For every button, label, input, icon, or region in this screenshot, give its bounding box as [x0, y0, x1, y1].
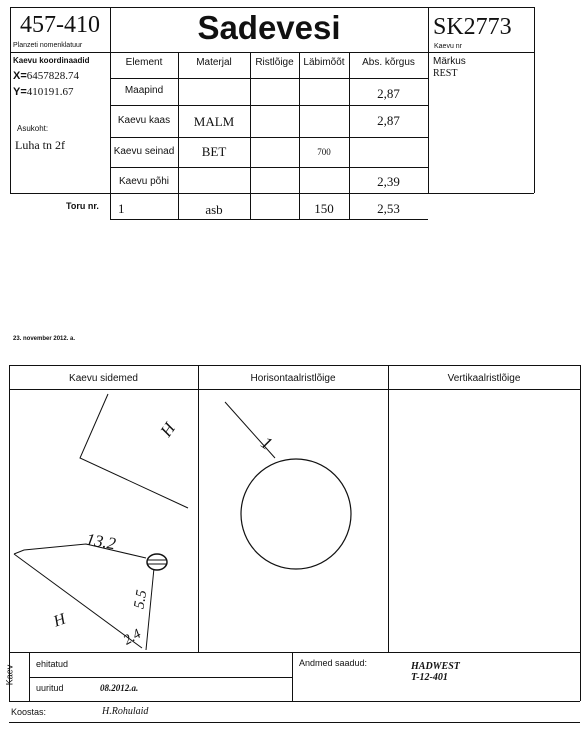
- table-row-element: Maapind: [124, 85, 164, 96]
- sketch-distance-top: 13.2: [84, 529, 118, 554]
- table-row-material: MALM: [193, 114, 235, 129]
- footer-kaev-divider: [29, 652, 30, 701]
- table-col-4: [349, 52, 350, 219]
- pipe-mark: 1: [257, 432, 277, 454]
- horizontal-section-sketch: [199, 390, 387, 652]
- frame-bottom-right: [428, 193, 534, 194]
- sketch-label-h-top: H: [156, 419, 180, 441]
- footer-rule-bottom: [9, 701, 580, 702]
- th-diameter: Läbimõõt: [303, 57, 345, 68]
- table-rule-1: [110, 52, 428, 53]
- table-col-1: [178, 52, 179, 219]
- frame-top: [10, 7, 534, 8]
- manhole-circle: [241, 459, 351, 569]
- source-line-1: HADWEST: [411, 661, 460, 672]
- col-horizontal-section: Horisontaalristlõige: [250, 373, 336, 384]
- nomenclature-value: 457-410: [20, 12, 100, 38]
- uuritud-value: 08.2012.a.: [100, 683, 139, 693]
- frame-right: [534, 7, 535, 193]
- notes-value: REST: [433, 68, 458, 79]
- manhole-number: SK2773: [433, 14, 512, 40]
- building-outline-top: [80, 394, 188, 508]
- building-outline-bottom: [14, 544, 146, 558]
- table-row-element: Kaevu põhi: [118, 176, 170, 187]
- table-col-2: [250, 52, 251, 219]
- frame-bottom-left: [10, 193, 110, 194]
- table-row-diameter: 700: [317, 147, 331, 157]
- table-col-3: [299, 52, 300, 219]
- pipe-number: 1: [118, 201, 125, 216]
- table-row-element: Kaevu seinad: [113, 146, 175, 157]
- author-value: H.Rohulaid: [102, 706, 149, 717]
- table-row-abs: 2,87: [377, 113, 400, 128]
- table-rule-2: [110, 78, 428, 79]
- sketch-distance-side: 5.5: [131, 588, 151, 611]
- address-value: Luha tn 2f: [15, 138, 65, 152]
- th-element: Element: [125, 57, 163, 68]
- y-value: 410191.67: [26, 86, 74, 98]
- header-rule-right: [428, 52, 534, 53]
- source-line-2: T-12-401: [411, 672, 448, 683]
- table-rule-7: [110, 219, 428, 220]
- th-cross-section: Ristlõige: [255, 57, 294, 68]
- pipe-material: asb: [205, 202, 223, 217]
- footer-rule-mid: [29, 677, 292, 678]
- pipe-label: Toru nr.: [66, 201, 99, 211]
- drawing-frame-bottom: [9, 652, 580, 653]
- divider-right: [428, 7, 429, 193]
- y-label: Y=: [13, 86, 27, 98]
- footer-mid-divider: [292, 652, 293, 701]
- kaev-label: Kaev: [4, 664, 15, 686]
- table-row-element: Kaevu kaas: [117, 115, 171, 126]
- nomenclature-label: Planzeti nomenklatuur: [13, 42, 83, 49]
- col-vertical-section: Vertikaalristlõige: [447, 373, 521, 384]
- sketch-distance-bottom: 2.4: [121, 626, 144, 649]
- th-material: Materjal: [196, 57, 232, 68]
- sketch-label-h-bottom: H: [51, 610, 68, 631]
- y-coordinate: [13, 86, 74, 98]
- footer-rule-end: [9, 722, 580, 723]
- address-label: Asukoht:: [17, 124, 49, 133]
- drawing-frame-top: [9, 365, 580, 366]
- footer-frame-right: [580, 652, 581, 701]
- frame-left: [10, 7, 11, 193]
- table-rule-6: [110, 193, 428, 194]
- uuritud-label: uuritud: [36, 683, 64, 693]
- table-rule-3: [110, 105, 428, 106]
- document-date: 23. november 2012. a.: [13, 336, 76, 342]
- th-notes: Märkus: [433, 56, 466, 67]
- x-label: X=: [13, 70, 27, 82]
- pipe-diameter: 150: [314, 201, 334, 216]
- table-row-abs: 2,87: [377, 86, 400, 101]
- vertical-section-area: [389, 390, 579, 652]
- manhole-number-label: Kaevu nr: [434, 43, 463, 50]
- header-rule-left: [10, 52, 110, 53]
- th-abs-height: Abs. kõrgus: [362, 57, 415, 68]
- x-value: 6457828.74: [26, 70, 80, 82]
- coords-label: Kaevu koordinaadid: [13, 56, 90, 65]
- ehitatud-label: ehitatud: [36, 659, 69, 669]
- pipe-abs: 2,53: [377, 201, 400, 216]
- col-manhole-ties: Kaevu sidemed: [69, 373, 138, 384]
- source-label: Andmed saadud:: [299, 658, 368, 668]
- author-label: Koostas:: [11, 707, 47, 717]
- page-title: Sadevesi: [197, 9, 341, 46]
- drawing-frame-right: [580, 365, 581, 652]
- table-row-abs: 2,39: [377, 174, 400, 189]
- table-rule-4: [110, 137, 428, 138]
- table-rule-5: [110, 167, 428, 168]
- manhole-symbol: [147, 554, 167, 570]
- table-row-material: BET: [201, 144, 227, 159]
- x-coordinate: [13, 70, 79, 82]
